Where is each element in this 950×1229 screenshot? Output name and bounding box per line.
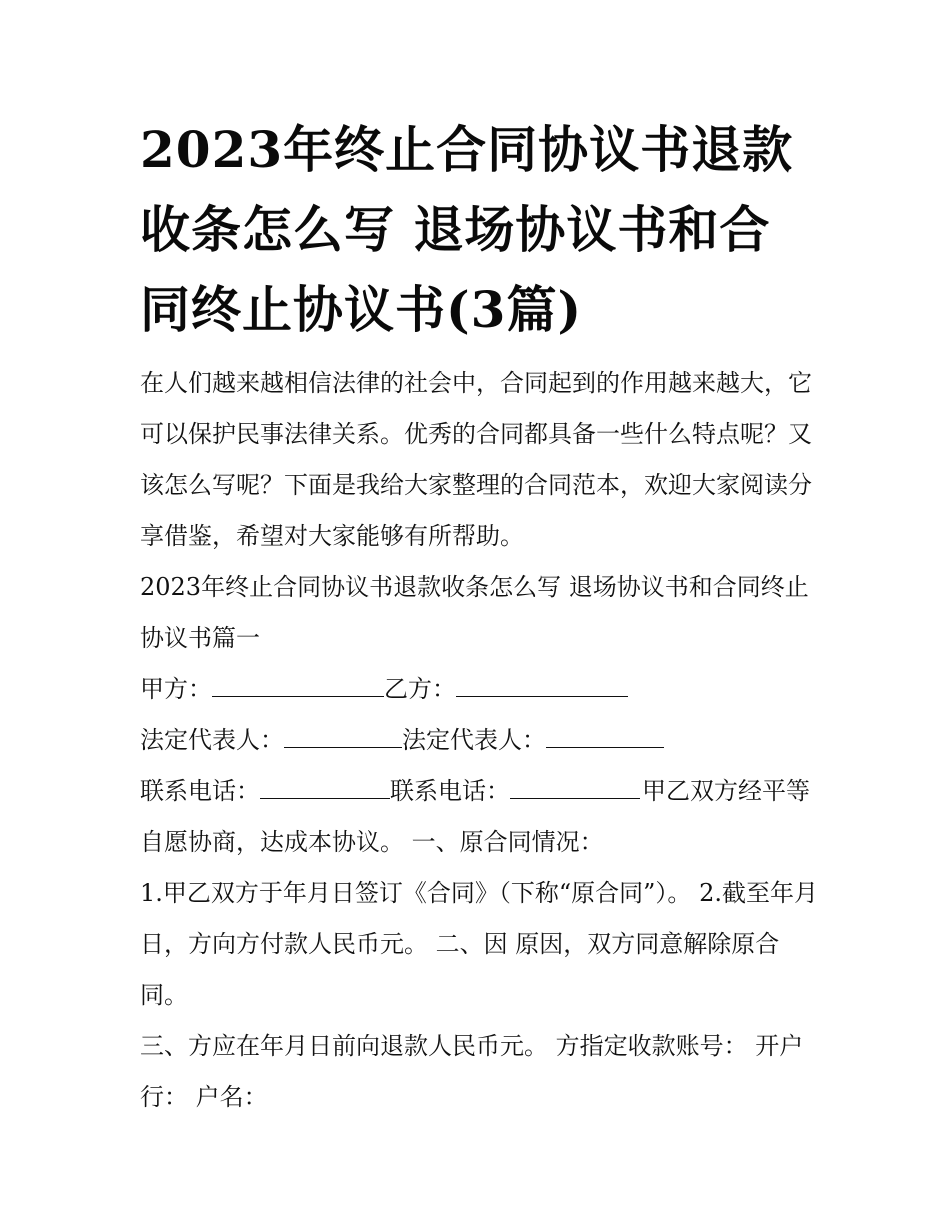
- party-line: [140, 664, 820, 715]
- phone-a-blank: [260, 768, 390, 799]
- party-a-label: 甲方：: [140, 675, 212, 703]
- phone-line-tail: 甲乙双方经平等自愿协商，达成本协议。 一、原合同情况：: [140, 777, 810, 856]
- intro-paragraph: 在人们越来越相信法律的社会中，合同起到的作用越来越大，它可以保护民事法律关系。优秀的合同都具备一些什么特点呢？又该怎么写呢？下面是我给大家整理的合同范本，欢迎大家阅读分享借鉴，希望对大家能够有所帮助。: [140, 369, 812, 550]
- representative-line: [140, 715, 820, 766]
- document-title: 2023年终止合同协议书退款收条怎么写 退场协议书和合同终止协议书(3篇): [140, 120, 794, 339]
- party-a-blank: [212, 666, 384, 697]
- phone-b-blank: [510, 768, 640, 799]
- section-heading: 2023年终止合同协议书退款收条怎么写 退场协议书和合同终止协议书篇一: [140, 573, 809, 652]
- phone-line: [140, 766, 820, 868]
- phone-b-label: 联系电话：: [390, 777, 510, 805]
- document-page: [140, 110, 820, 1123]
- rep-a-blank: [284, 717, 402, 748]
- clause-1-2: 1.甲乙双方于年月日签订《合同》（下称“原合同”）。 2.截至年月日，方向方付款人民币元。 二、因 原因，双方同意解除原合同。: [140, 879, 818, 1009]
- rep-b-label: 法定代表人：: [402, 726, 546, 754]
- phone-a-label: 联系电话：: [140, 777, 260, 805]
- rep-b-blank: [546, 717, 664, 748]
- party-b-label: 乙方：: [384, 675, 456, 703]
- party-b-blank: [456, 666, 628, 697]
- rep-a-label: 法定代表人：: [140, 726, 284, 754]
- clause-3: 三、方应在年月日前向退款人民币元。 方指定收款账号： 开户行： 户名：: [140, 1032, 804, 1111]
